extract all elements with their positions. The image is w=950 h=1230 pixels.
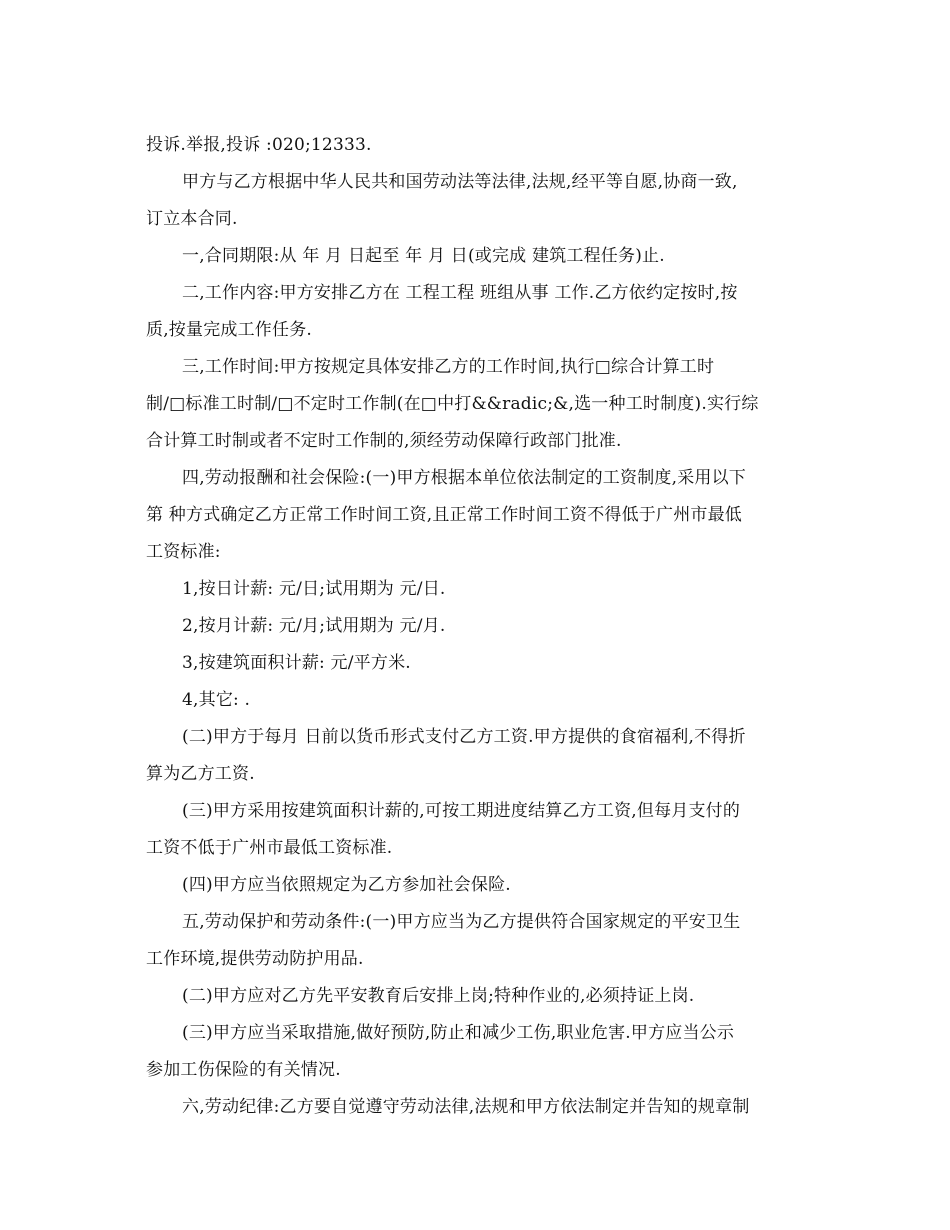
text-line: 二,工作内容:甲方安排乙方在 工程工程 班组从事 工作.乙方依约定按时,按 (182, 283, 738, 303)
text-line: (三)甲方采用按建筑面积计薪的,可按工期进度结算乙方工资,但每月支付的 (182, 801, 741, 821)
text-line: 六,劳动纪律:乙方要自觉遵守劳动法律,法规和甲方依法制定并告知的规章制 (182, 1097, 750, 1117)
text-line: 第 种方式确定乙方正常工作时间工资,且正常工作时间工资不得低于广州市最低 (146, 505, 743, 525)
text-line: 1,按日计薪: 元/日;试用期为 元/日. (182, 579, 446, 599)
text-line: 工作环境,提供劳动防护用品. (146, 949, 364, 969)
text-line: 订立本合同. (146, 209, 238, 229)
text-line: (三)甲方应当采取措施,做好预防,防止和减少工伤,职业危害.甲方应当公示 (182, 1023, 735, 1043)
text-line: 参加工伤保险的有关情况. (146, 1060, 341, 1080)
document-body (146, 127, 806, 1126)
text-line: 四,劳动报酬和社会保险:(一)甲方根据本单位依法制定的工资制度,采用以下 (182, 468, 746, 488)
text-line: 4,其它: . (182, 690, 251, 710)
text-line: 算为乙方工资. (146, 764, 255, 784)
text-line: (二)甲方应对乙方先平安教育后安排上岗;特种作业的,必须持证上岗. (182, 986, 695, 1006)
text-line: 五,劳动保护和劳动条件:(一)甲方应当为乙方提供符合国家规定的平安卫生 (182, 912, 741, 932)
text-line: 2,按月计薪: 元/月;试用期为 元/月. (182, 616, 446, 636)
text-line: (二)甲方于每月 日前以货币形式支付乙方工资.甲方提供的食宿福利,不得折 (182, 727, 746, 747)
text-line: 投诉.举报,投诉 :020;12333. (146, 135, 372, 155)
text-line: 工资不低于广州市最低工资标准. (146, 838, 393, 858)
text-line: 质,按量完成工作任务. (146, 320, 313, 340)
text-line: 工资标准: (146, 542, 221, 562)
text-line: 3,按建筑面积计薪: 元/平方米. (182, 653, 411, 673)
text-line: (四)甲方应当依照规定为乙方参加社会保险. (182, 875, 511, 895)
text-line: 一,合同期限:从 年 月 日起至 年 月 日(或完成 建筑工程任务)止. (182, 246, 665, 266)
text-line: 甲方与乙方根据中华人民共和国劳动法等法律,法规,经平等自愿,协商一致, (182, 172, 738, 192)
text-line: 合计算工时制或者不定时工作制的,须经劳动保障行政部门批准. (146, 431, 622, 451)
text-line: 三,工作时间:甲方按规定具体安排乙方的工作时间,执行□综合计算工时 (182, 357, 715, 377)
text-line: 制/□标准工时制/□不定时工作制(在□中打&&radic;&,选一种工时制度).实行综 (146, 394, 759, 414)
